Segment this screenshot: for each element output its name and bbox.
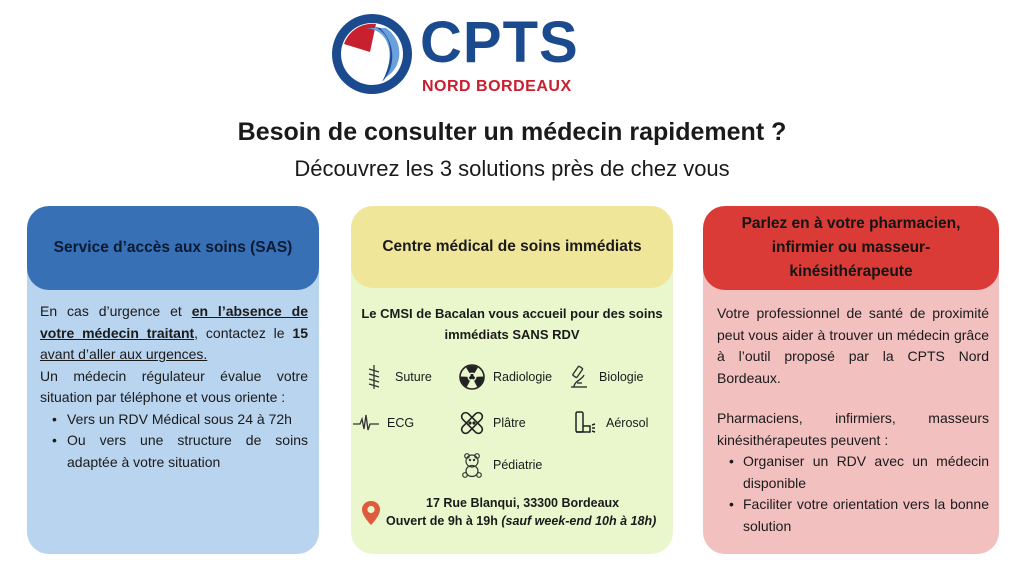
card-cmsi-title: Centre médical de soins immédiats [351,206,673,288]
card-pharmacist-paragraph-2: Pharmaciens, infirmiers, masseurs kinésithérapeutes peuvent : [717,410,989,448]
logo-subtitle: NORD BORDEAUX [422,78,572,95]
radiation-icon [459,364,485,390]
suture-icon [361,364,387,390]
service-pediatrie [459,452,542,478]
service-platre [459,410,526,436]
card-pharmacist-bullet-list [717,451,989,537]
page-title: Besoin de consulter un médecin rapidement ? [237,118,787,146]
service-ecg [353,410,414,436]
card-pharmacist-bullet: • Faciliter votre orientation vers la bonne solution [717,494,989,537]
service-label: Plâtre [493,416,526,430]
card-pharmacist-paragraph-1: Votre professionnel de santé de proximité peut vous aider à trouver un médecin grâce à l’outil proposé par la CPTS Nord Bordeaux. [717,305,989,386]
cmsi-hours [386,514,656,528]
logo-brand-text: CPTS [420,10,579,75]
card-sas [27,206,319,554]
card-sas-absence-highlight: en l’absence de votre médecin traitant [40,303,308,341]
service-label: Suture [395,370,432,384]
card-sas-bullet: • Ou vers une structure de soins adaptée à votre situation [40,430,308,473]
card-sas-paragraph-2: Un médecin régulateur évalue votre situation par téléphone et vous oriente : [40,367,308,405]
card-sas-bullet: • Vers un RDV Médical sous 24 à 72h [40,409,308,431]
service-label: Biologie [599,370,644,384]
card-sas-emergency-number: 15 [292,324,308,341]
card-sas-text-2: , contactez le [194,324,293,341]
card-sas-before-er: avant d’aller aux urgences. [40,346,208,362]
service-label: Pédiatrie [493,458,543,472]
card-cmsi-intro: Le CMSI de Bacalan vous accueil pour des soins immédiats SANS RDV [361,306,663,342]
service-label: Radiologie [493,370,553,384]
cmsi-hours-note: (sauf week-end 10h à 18h) [501,514,657,528]
cmsi-hours-main: Ouvert de 9h à 19h [386,514,502,528]
cmsi-address: 17 Rue Blanqui, 33300 Bordeaux [426,496,620,510]
card-pharmacist [703,206,999,554]
bandage-icon [459,410,485,436]
service-label: ECG [387,416,415,430]
card-pharmacist-title: Parlez en à votre pharmacien, infirmier ou masseur-kinésithérapeute [703,206,999,290]
card-sas-paragraph-1 [40,301,308,366]
card-sas-text-1: En cas d’urgence et [40,303,192,319]
microscope-icon [565,364,591,390]
service-aerosol [572,410,648,436]
card-sas-bullet-list [40,409,308,474]
page-subtitle: Découvrez les 3 solutions près de chez vous [294,156,730,181]
service-biologie [565,364,643,390]
cpts-logo [330,12,580,102]
service-suture [361,364,432,390]
card-cmsi [351,206,673,554]
ecg-icon [353,410,379,436]
card-pharmacist-bullet: • Organiser un RDV avec un médecin disponible [717,451,989,494]
location-pin-icon [361,500,381,526]
service-label: Aérosol [606,416,649,430]
card-pharmacist-body [717,303,989,537]
card-sas-title: Service d’accès aux soins (SAS) [27,206,319,290]
cpts-logo-mark-icon [330,12,414,96]
inhaler-icon [572,410,598,436]
card-sas-body [40,301,308,473]
service-radiologie [459,364,552,390]
teddy-bear-icon [459,452,485,478]
